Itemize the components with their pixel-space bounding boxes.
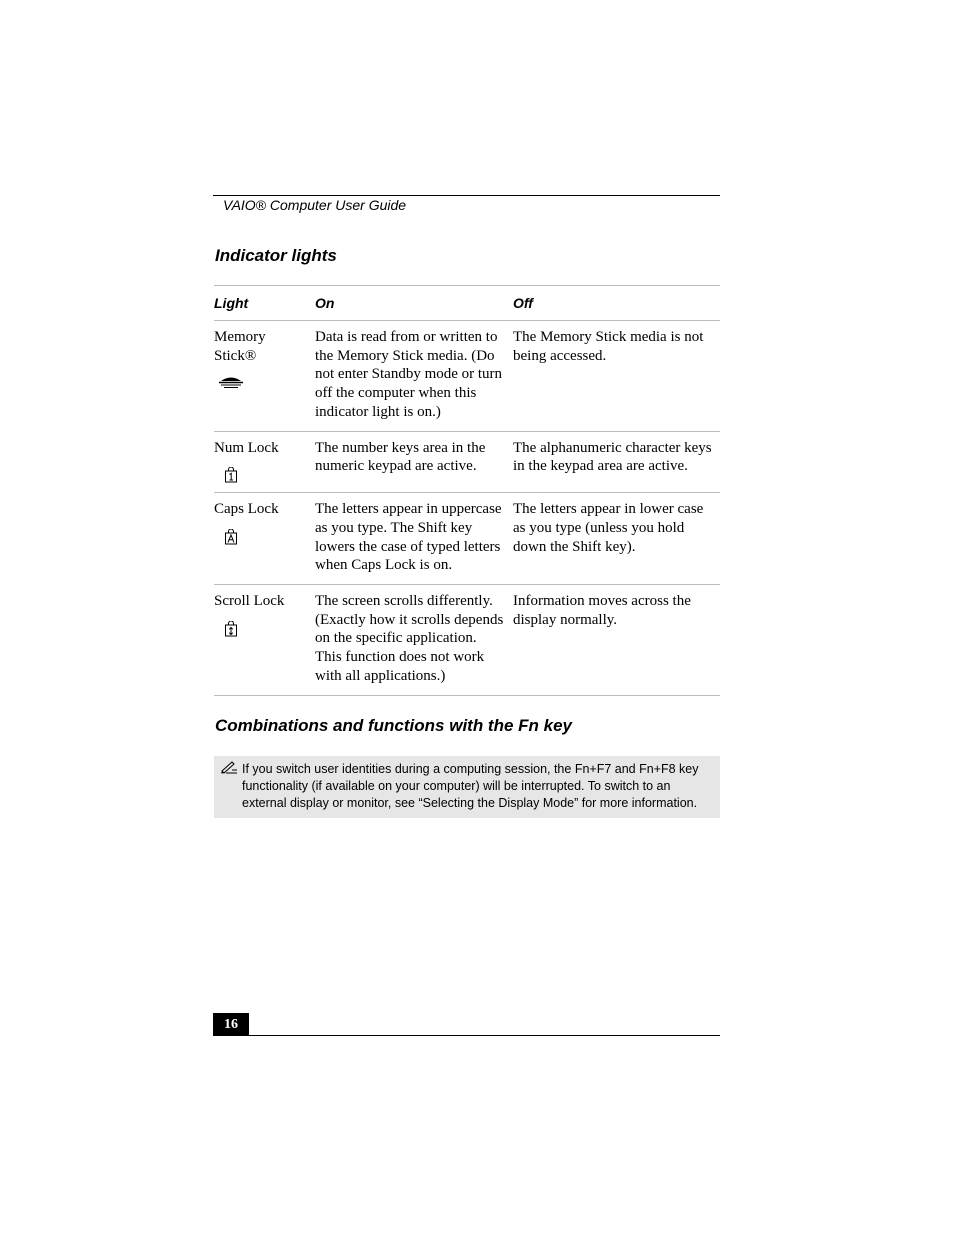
section-title-indicator-lights: Indicator lights <box>215 246 337 265</box>
light-name: Scroll Lock <box>214 593 285 610</box>
caps-lock-icon <box>223 529 239 545</box>
memory-stick-icon <box>218 375 244 389</box>
column-header-on: On <box>315 286 513 321</box>
on-cell: The letters appear in uppercase as you type. The Shift key lowers the case of typed letters when Caps Lock is on. <box>315 493 513 585</box>
header-rule <box>213 195 720 196</box>
running-head: VAIO® Computer User Guide <box>223 197 407 213</box>
footer-rule <box>213 1035 720 1036</box>
column-header-light: Light <box>214 286 315 321</box>
off-cell: The Memory Stick media is not being accessed. <box>513 321 720 432</box>
scroll-lock-icon <box>223 621 239 637</box>
off-cell: Information moves across the display normally. <box>513 585 720 696</box>
table-header-row <box>214 286 720 321</box>
light-name: Caps Lock <box>214 501 279 518</box>
column-header-off: Off <box>513 286 720 321</box>
light-cell <box>214 431 315 493</box>
on-cell: Data is read from or written to the Memory Stick media. (Do not enter Standby mode or turn off the computer when this indicator light is on.) <box>315 321 513 432</box>
on-cell: The screen scrolls differently. (Exactly how it scrolls depends on the specific application. This function does not work with all applications.) <box>315 585 513 696</box>
section-title-fn-key: Combinations and functions with the Fn key <box>215 716 573 735</box>
pencil-note-icon <box>220 760 238 774</box>
table-row <box>214 431 720 493</box>
off-cell: The letters appear in lower case as you type (unless you hold down the Shift key). <box>513 493 720 585</box>
table-row <box>214 321 720 432</box>
page-number: 16 <box>213 1013 249 1036</box>
indicator-lights-table <box>214 285 720 696</box>
on-cell: The number keys area in the numeric keypad are active. <box>315 431 513 493</box>
light-cell <box>214 493 315 585</box>
table-row <box>214 585 720 696</box>
note-text: If you switch user identities during a computing session, the Fn+F7 and Fn+F8 key functionality (if available on your computer) will be interrupted. To switch to an external display or monitor, see “Selecting the Display Mode” for more information. <box>242 762 699 810</box>
light-cell <box>214 321 315 432</box>
light-name: Num Lock <box>214 439 279 456</box>
num-lock-icon <box>223 467 239 483</box>
off-cell: The alphanumeric character keys in the keypad area are active. <box>513 431 720 493</box>
note-box <box>214 756 720 818</box>
light-cell <box>214 585 315 696</box>
table-row <box>214 493 720 585</box>
light-name: Memory Stick® <box>214 329 266 364</box>
